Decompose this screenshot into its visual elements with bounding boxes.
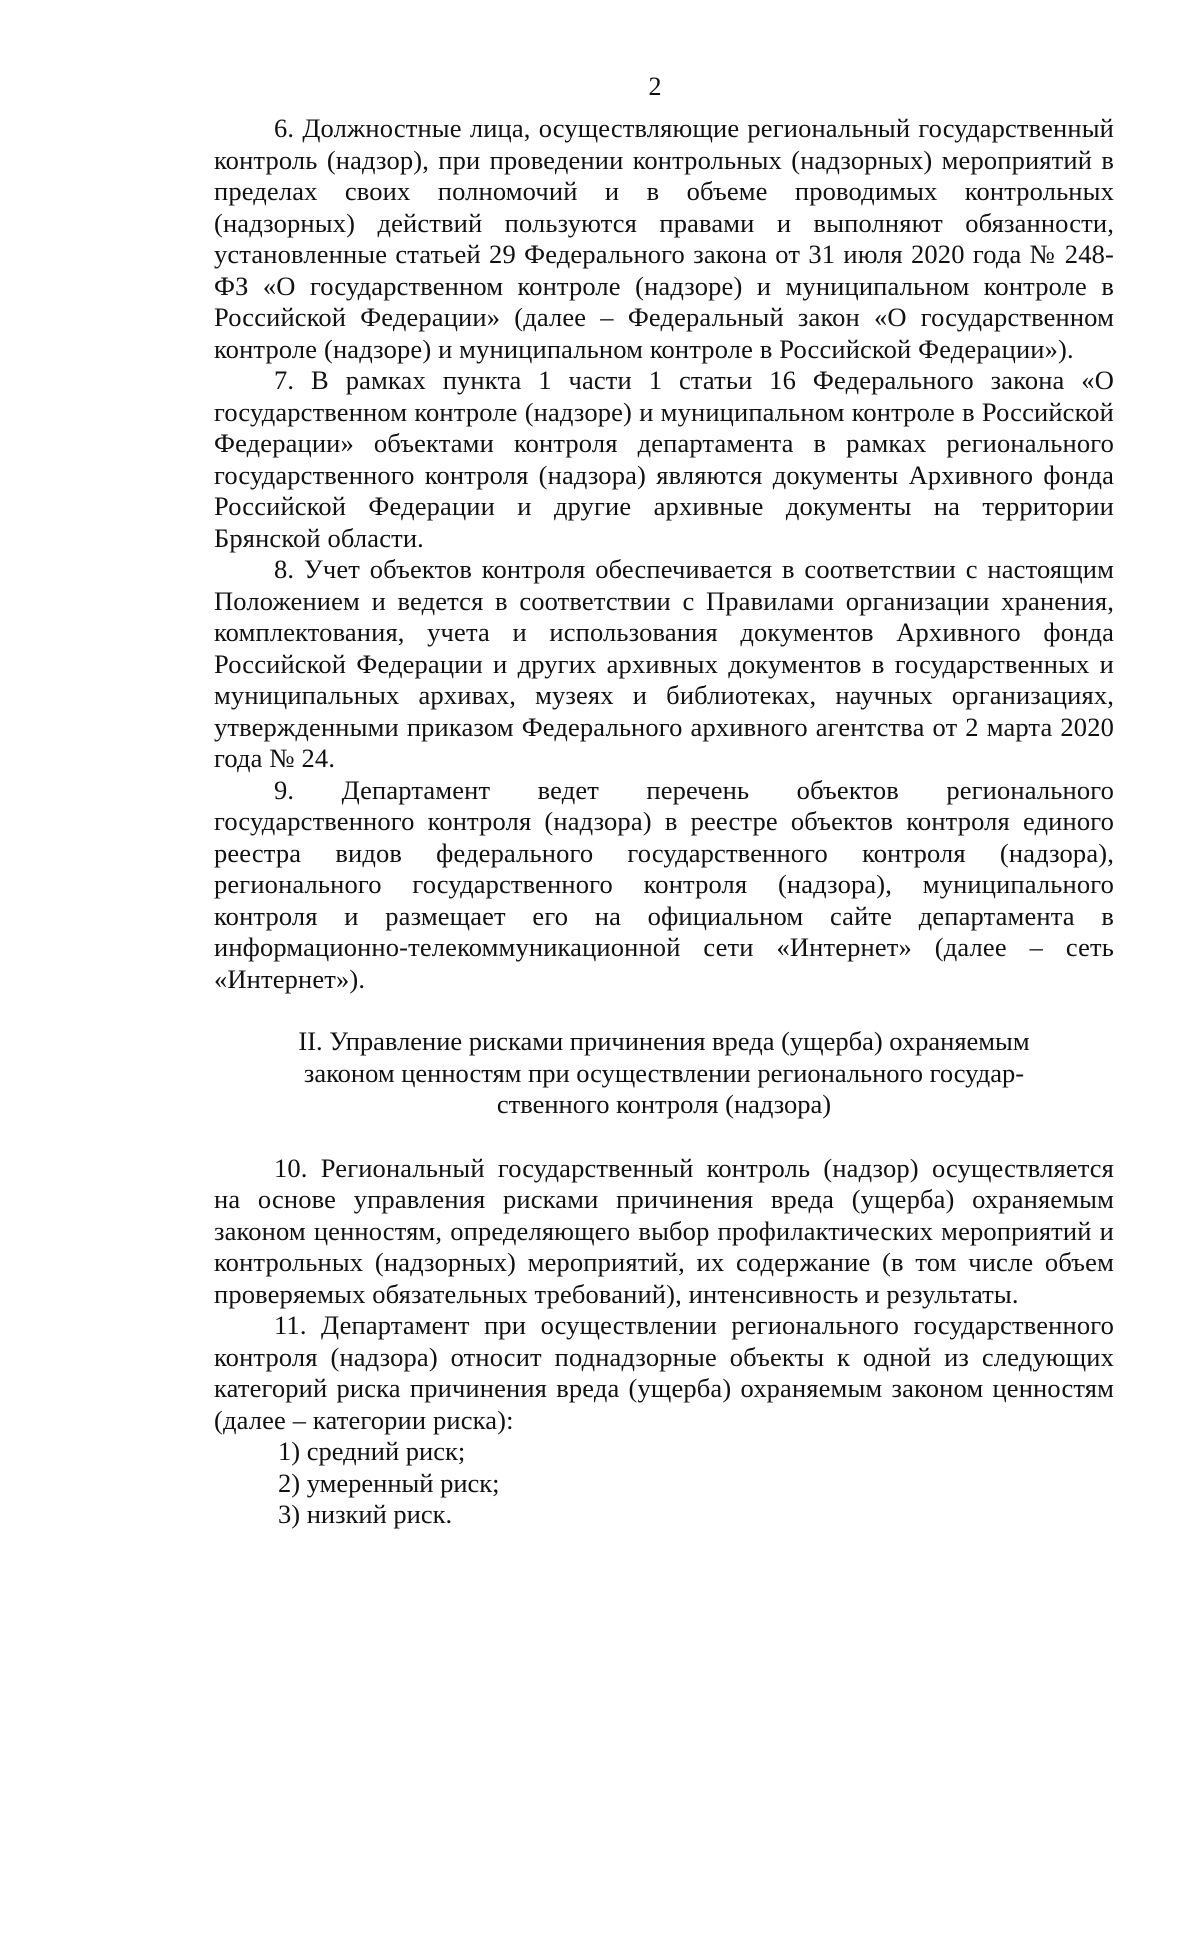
page-number: 2 <box>648 72 662 101</box>
section-heading-line: II. Управление рисками причинения вреда (ущерба) охраняемым <box>298 1026 1030 1056</box>
section-heading-line: ственного контроля (надзора) <box>496 1089 832 1119</box>
list-item: 2) умеренный риск; <box>278 1467 500 1498</box>
section-heading <box>214 1026 1114 1121</box>
paragraph-7: 7. В рамках пункта 1 части 1 статьи 16 Федерального закона «О государственном контроле (надзоре) и муниципальном контроле в Российской Федерации» объектами контроля департамента в рамках регионального государственного контроля (надзора) являются документы Архивного фонда Российской Федерации и другие архивные документы на территории Брянской области. <box>214 365 1114 553</box>
list-item: 1) средний риск; <box>278 1436 466 1466</box>
paragraph-11: 11. Департамент при осуществлении регионального государственного контроля (надзора) относит поднадзорные объекты к одной из следующих категорий риска причинения вреда (ущерба) охраняемым законом ценностям (далее – категории риска): <box>214 1310 1114 1435</box>
paragraph-10: 10. Региональный государственный контроль (надзор) осуществляется на основе управления рисками причинения вреда (ущерба) охраняемым законом ценностям, определяющего выбор профилактических мероприятий и контрольных (надзорных) мероприятий, их содержание (в том числе объем проверяемых обязательных требований), интенсивность и результаты. <box>214 1152 1114 1309</box>
risk-category-list <box>214 1436 1114 1531</box>
paragraph-9: 9. Департамент ведет перечень объектов регионального государственного контроля (надзора) в реестре объектов контроля единого реестра видов федерального государственного контроля (надзора), регионального государственного контроля (надзора), муниципального контроля и размещает его на официальном сайте департамента в информационно-телекоммуникационной сети «Интернет» (далее – сеть «Интернет»). <box>214 774 1114 994</box>
section-heading-line: законом ценностям при осуществлении регионального государ- <box>303 1057 1025 1088</box>
paragraph-8: 8. Учет объектов контроля обеспечивается в соответствии с настоящим Положением и ведется в соответствии с Правилами организации хранения, комплектования, учета и использования документов Архивного фонда Российской Федерации и других архивных документов в государственных и муниципальных архивах, музеях и библиотеках, научных организациях, утвержденными приказом Федерального архивного агентства от 2 марта 2020 года № 24. <box>214 554 1114 773</box>
paragraph-6: 6. Должностные лица, осуществляющие региональный государственный контроль (надзор), при проведении контрольных (надзорных) мероприятий в пределах своих полномочий и в объеме проводимых контрольных (надзорных) действий пользуются правами и выполняют обязанности, установленные статьей 29 Федерального закона от 31 июля 2020 года № 248-ФЗ «О государственном контроле (надзоре) и муниципальном контроле в Российской Федерации» (далее – Федеральный закон «О государственном контроле (надзоре) и муниципальном контроле в Российской Федерации»). <box>214 113 1114 364</box>
document-body <box>214 113 1114 1531</box>
list-item: 3) низкий риск. <box>278 1499 453 1529</box>
